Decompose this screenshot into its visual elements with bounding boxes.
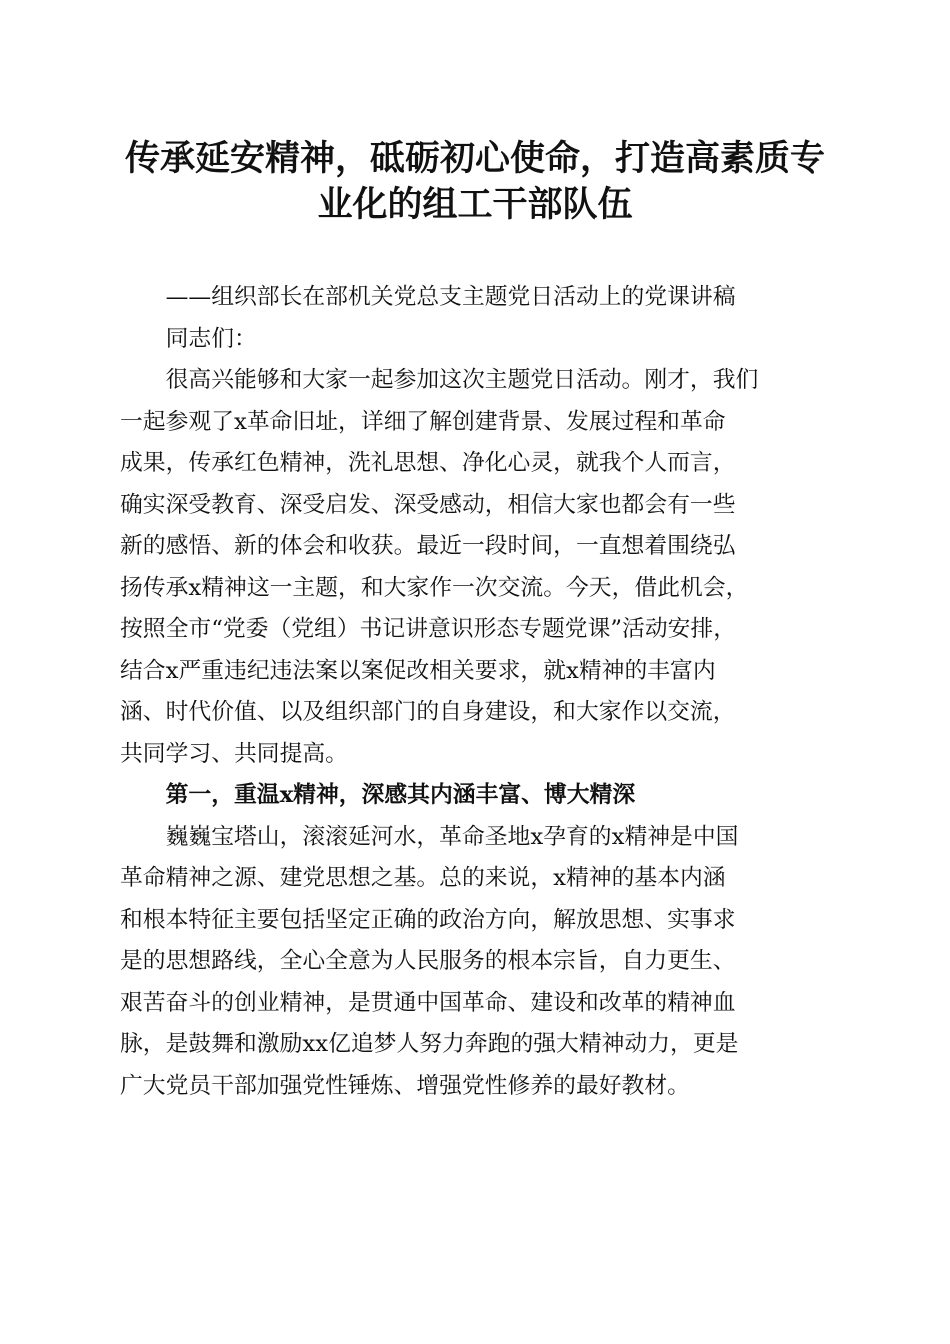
paragraph-line: 脉，是鼓舞和激励xx亿追梦人努力奔跑的强大精神动力，更是 bbox=[120, 1031, 739, 1057]
title-line: 业化的组工干部队伍 bbox=[317, 184, 633, 225]
paragraph-line: 和根本特征主要包括坚定正确的政治方向，解放思想、实事求 bbox=[120, 906, 736, 933]
paragraph-line: 广大党员干部加强党性锤炼、增强党性修养的最好教材。 bbox=[120, 1072, 690, 1099]
paragraph-line: 巍巍宝塔山，滚滚延河水，革命圣地x孕育的x精神是中国 bbox=[165, 823, 739, 850]
paragraph-line: 共同学习、共同提高。 bbox=[120, 740, 348, 767]
title-line: 传承延安精神，砥砺初心使命，打造高素质专 bbox=[124, 138, 825, 179]
paragraph-line: 成果，传承红色精神，洗礼思想、净化心灵，就我个人而言， bbox=[120, 450, 736, 476]
paragraph-intro bbox=[120, 360, 832, 775]
document-title bbox=[100, 136, 850, 228]
paragraph-line: 按照全市“党委（党组）书记讲意识形态专题党课”活动安排， bbox=[120, 616, 737, 642]
section-heading: 第一，重温x精神，深感其内涵丰富、博大精深 bbox=[165, 782, 636, 808]
paragraph-line: 一起参观了x革命旧址，详细了解创建背景、发展过程和革命 bbox=[120, 408, 726, 435]
salutation: 同志们： bbox=[165, 325, 257, 352]
paragraph-line: 新的感悟、新的体会和收获。最近一段时间，一直想着围绕弘 bbox=[120, 533, 736, 559]
paragraph-line: 是的思想路线，全心全意为人民服务的根本宗旨，自力更生、 bbox=[120, 948, 736, 974]
paragraph-section-1 bbox=[120, 817, 832, 1108]
paragraph-line: 艰苦奋斗的创业精神，是贯通中国革命、建设和改革的精神血 bbox=[120, 989, 736, 1016]
paragraph-line: 涵、时代价值、以及组织部门的自身建设，和大家作以交流， bbox=[120, 699, 736, 725]
document-body bbox=[120, 277, 832, 1107]
paragraph-line: 确实深受教育、深受启发、深受感动，相信大家也都会有一些 bbox=[120, 491, 736, 518]
paragraph-line: 扬传承x精神这一主题，和大家作一次交流。今天，借此机会， bbox=[120, 574, 749, 601]
document-subtitle: ——组织部长在部机关党总支主题党日活动上的党课讲稿 bbox=[165, 284, 736, 310]
paragraph-line: 很高兴能够和大家一起参加这次主题党日活动。刚才，我们 bbox=[165, 367, 759, 393]
paragraph-line: 结合x严重违纪违法案以案促改相关要求，就x精神的丰富内 bbox=[120, 657, 716, 684]
paragraph-line: 革命精神之源、建党思想之基。总的来说，x精神的基本内涵 bbox=[120, 865, 726, 891]
